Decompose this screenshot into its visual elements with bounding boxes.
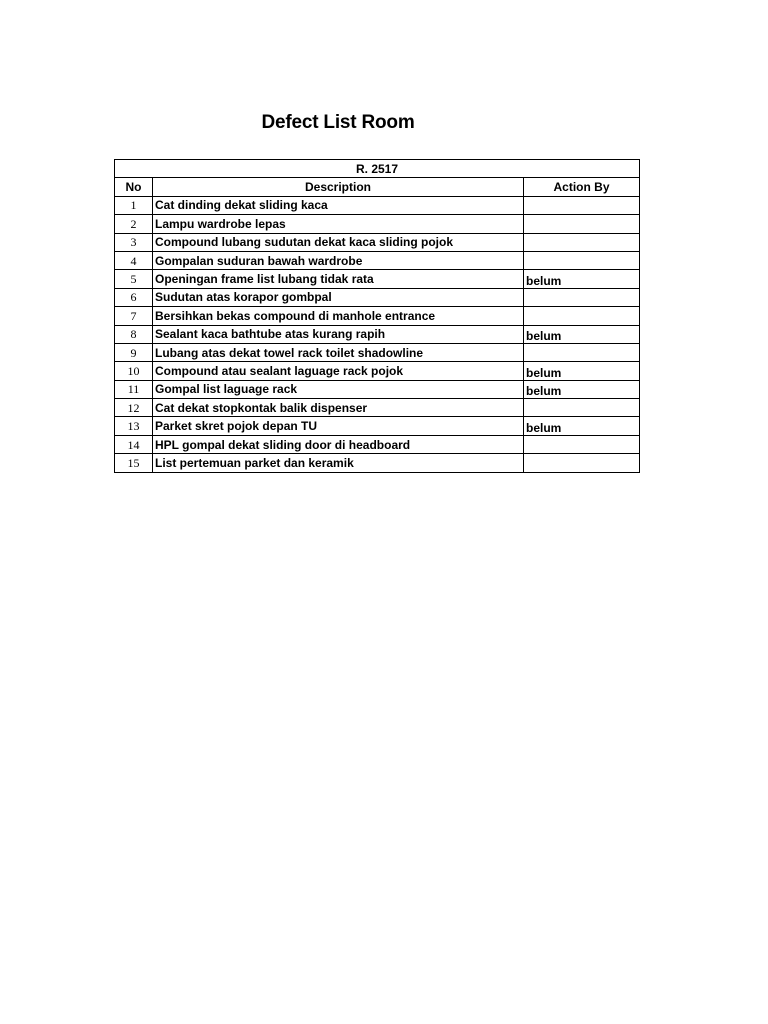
- row-number: 6: [115, 288, 153, 306]
- table-row: [115, 362, 640, 380]
- room-header-row: [115, 160, 640, 178]
- table-row: [115, 215, 640, 233]
- header-action-by: Action By: [524, 178, 640, 196]
- column-header-row: [115, 178, 640, 196]
- row-description: Sudutan atas korapor gombpal: [153, 288, 524, 306]
- row-description: Compound atau sealant laguage rack pojok: [153, 362, 524, 380]
- table-row: [115, 251, 640, 269]
- row-number: 3: [115, 233, 153, 251]
- row-description: Parket skret pojok depan TU: [153, 417, 524, 435]
- row-number: 9: [115, 343, 153, 361]
- row-description: Openingan frame list lubang tidak rata: [153, 270, 524, 288]
- row-description: Cat dinding dekat sliding kaca: [153, 196, 524, 214]
- row-action-by: [524, 454, 640, 472]
- row-description: Gompalan suduran bawah wardrobe: [153, 251, 524, 269]
- row-action-by: [524, 251, 640, 269]
- row-number: 12: [115, 399, 153, 417]
- row-description: Bersihkan bekas compound di manhole entrance: [153, 307, 524, 325]
- row-action-by: [524, 233, 640, 251]
- room-number: R. 2517: [115, 160, 640, 178]
- row-description: List pertemuan parket dan keramik: [153, 454, 524, 472]
- row-description: Compound lubang sudutan dekat kaca sliding pojok: [153, 233, 524, 251]
- row-number: 10: [115, 362, 153, 380]
- row-description: Sealant kaca bathtube atas kurang rapih: [153, 325, 524, 343]
- row-number: 5: [115, 270, 153, 288]
- row-description: Lubang atas dekat towel rack toilet shadowline: [153, 343, 524, 361]
- defect-table: [114, 159, 640, 473]
- row-action-by: [524, 288, 640, 306]
- row-number: 15: [115, 454, 153, 472]
- row-number: 14: [115, 435, 153, 453]
- row-action-by: [524, 435, 640, 453]
- row-number: 13: [115, 417, 153, 435]
- row-number: 8: [115, 325, 153, 343]
- table-row: [115, 196, 640, 214]
- row-action-by: [524, 343, 640, 361]
- document-title: Defect List Room: [261, 112, 415, 133]
- table-row: [115, 399, 640, 417]
- table-row: [115, 417, 640, 435]
- row-action-by: belum: [524, 325, 640, 343]
- table-row: [115, 288, 640, 306]
- row-action-by: belum: [524, 362, 640, 380]
- row-action-by: belum: [524, 270, 640, 288]
- row-number: 2: [115, 215, 153, 233]
- table-row: [115, 233, 640, 251]
- row-action-by: belum: [524, 417, 640, 435]
- table-row: [115, 307, 640, 325]
- table-row: [115, 325, 640, 343]
- table-row: [115, 343, 640, 361]
- row-action-by: [524, 399, 640, 417]
- table-row: [115, 270, 640, 288]
- row-number: 1: [115, 196, 153, 214]
- row-description: Cat dekat stopkontak balik dispenser: [153, 399, 524, 417]
- row-action-by: belum: [524, 380, 640, 398]
- table-row: [115, 380, 640, 398]
- row-description: Lampu wardrobe lepas: [153, 215, 524, 233]
- row-action-by: [524, 196, 640, 214]
- header-description: Description: [153, 178, 524, 196]
- row-number: 11: [115, 380, 153, 398]
- row-action-by: [524, 215, 640, 233]
- header-no: No: [115, 178, 153, 196]
- row-action-by: [524, 307, 640, 325]
- table-row: [115, 435, 640, 453]
- row-number: 7: [115, 307, 153, 325]
- row-description: Gompal list laguage rack: [153, 380, 524, 398]
- table-row: [115, 454, 640, 472]
- row-number: 4: [115, 251, 153, 269]
- row-description: HPL gompal dekat sliding door di headboard: [153, 435, 524, 453]
